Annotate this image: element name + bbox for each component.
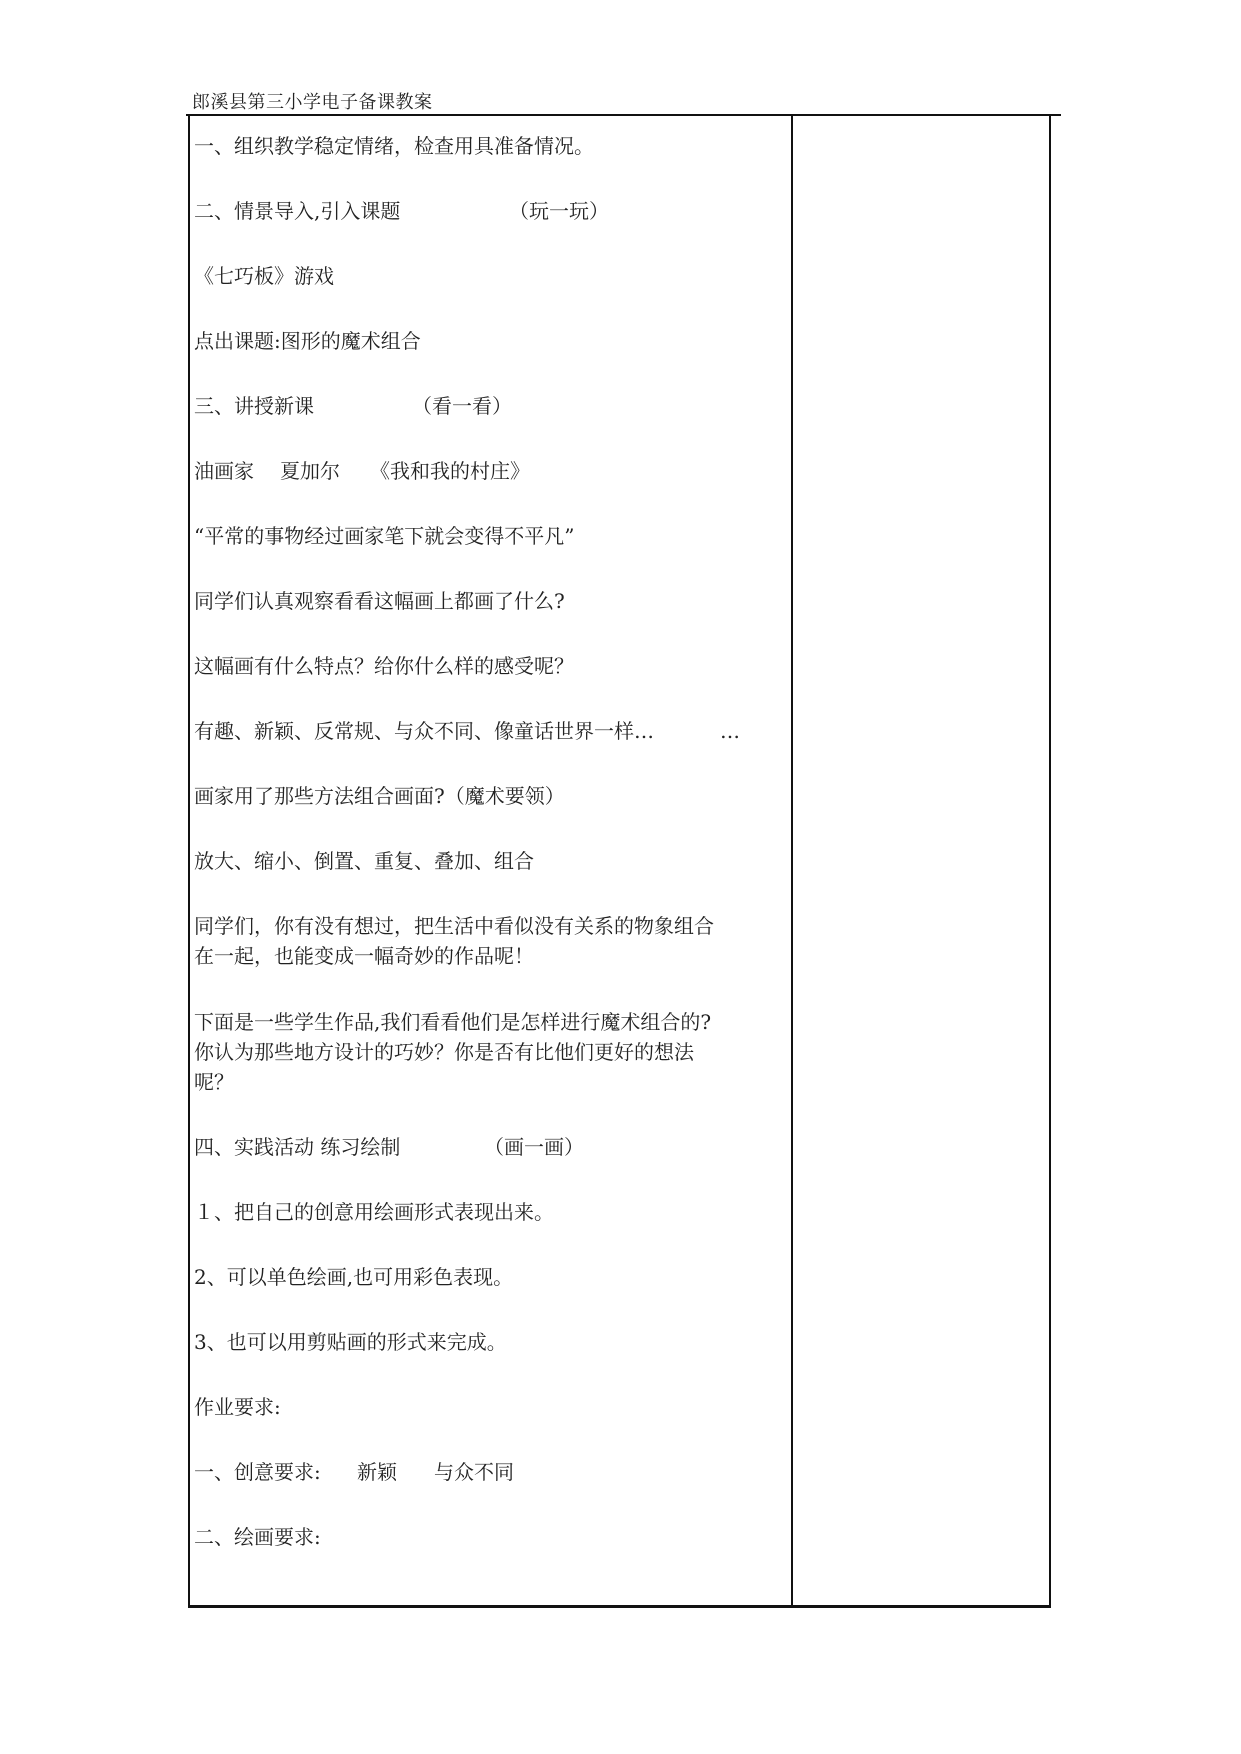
painter-role: 油画家 xyxy=(194,459,254,483)
step-practice-label: 四、实践活动 练习绘制 xyxy=(194,1135,401,1159)
drawing-requirement: 二、绘画要求: xyxy=(194,1525,321,1549)
student-works-line-1: 下面是一些学生作品,我们看看他们是怎样进行魔术组合的? xyxy=(194,1010,712,1034)
homework-heading: 作业要求: xyxy=(194,1395,281,1419)
step-practice-tag: （画一画） xyxy=(484,1135,584,1159)
step-introduction-tag: （玩一玩） xyxy=(509,199,609,223)
step-new-lesson-tag: （看一看） xyxy=(412,394,512,418)
methods-list: 放大、缩小、倒置、重复、叠加、组合 xyxy=(194,849,534,873)
question-methods: 画家用了那些方法组合画面?（魔术要领） xyxy=(194,784,565,808)
quote-line: “平常的事物经过画家笔下就会变得不平凡” xyxy=(194,524,575,548)
creative-requirement-label: 一、创意要求: xyxy=(194,1460,321,1484)
topic-line: 点出课题:图形的魔术组合 xyxy=(194,329,421,353)
painter-name: 夏加尔 xyxy=(280,459,340,483)
step-new-lesson-label: 三、讲授新课 xyxy=(194,394,314,418)
creative-requirement-unique: 与众不同 xyxy=(434,1460,514,1484)
step-new-lesson xyxy=(194,394,512,418)
practice-item-1: １、把自己的创意用绘画形式表现出来。 xyxy=(194,1200,554,1224)
painting-title: 《我和我的村庄》 xyxy=(370,459,530,483)
practice-item-2: 2、可以单色绘画,也可用彩色表现。 xyxy=(194,1265,514,1289)
lesson-plan-table xyxy=(188,116,1051,1608)
creative-requirement xyxy=(194,1460,514,1484)
painter-line xyxy=(194,459,530,483)
tangram-game: 《七巧板》游戏 xyxy=(194,264,334,288)
answer-features-ellipsis: … xyxy=(720,719,740,743)
document-header: 郎溪县第三小学电子备课教案 xyxy=(192,92,433,113)
student-works-line-2: 你认为那些地方设计的巧妙？你是否有比他们更好的想法 xyxy=(194,1040,694,1064)
step-introduction-label: 二、情景导入,引入课题 xyxy=(194,199,401,223)
answer-features-text: 有趣、新颖、反常规、与众不同、像童话世界一样… xyxy=(194,719,654,743)
answer-features xyxy=(194,719,740,743)
column-divider xyxy=(791,116,793,1605)
prompt-paragraph-line-2: 在一起，也能变成一幅奇妙的作品呢！ xyxy=(194,944,534,968)
prompt-paragraph-line-1: 同学们，你有没有想过，把生活中看似没有关系的物象组合 xyxy=(194,914,714,938)
step-practice xyxy=(194,1135,584,1159)
question-observe: 同学们认真观察看看这幅画上都画了什么? xyxy=(194,589,565,613)
practice-item-3: 3、也可以用剪贴画的形式来完成。 xyxy=(194,1330,507,1354)
question-features: 这幅画有什么特点？给你什么样的感受呢？ xyxy=(194,654,574,678)
creative-requirement-novel: 新颖 xyxy=(357,1460,397,1484)
student-works-line-3: 呢？ xyxy=(194,1070,234,1094)
step-organize: 一、组织教学稳定情绪，检查用具准备情况。 xyxy=(194,134,594,158)
step-introduction xyxy=(194,199,609,223)
